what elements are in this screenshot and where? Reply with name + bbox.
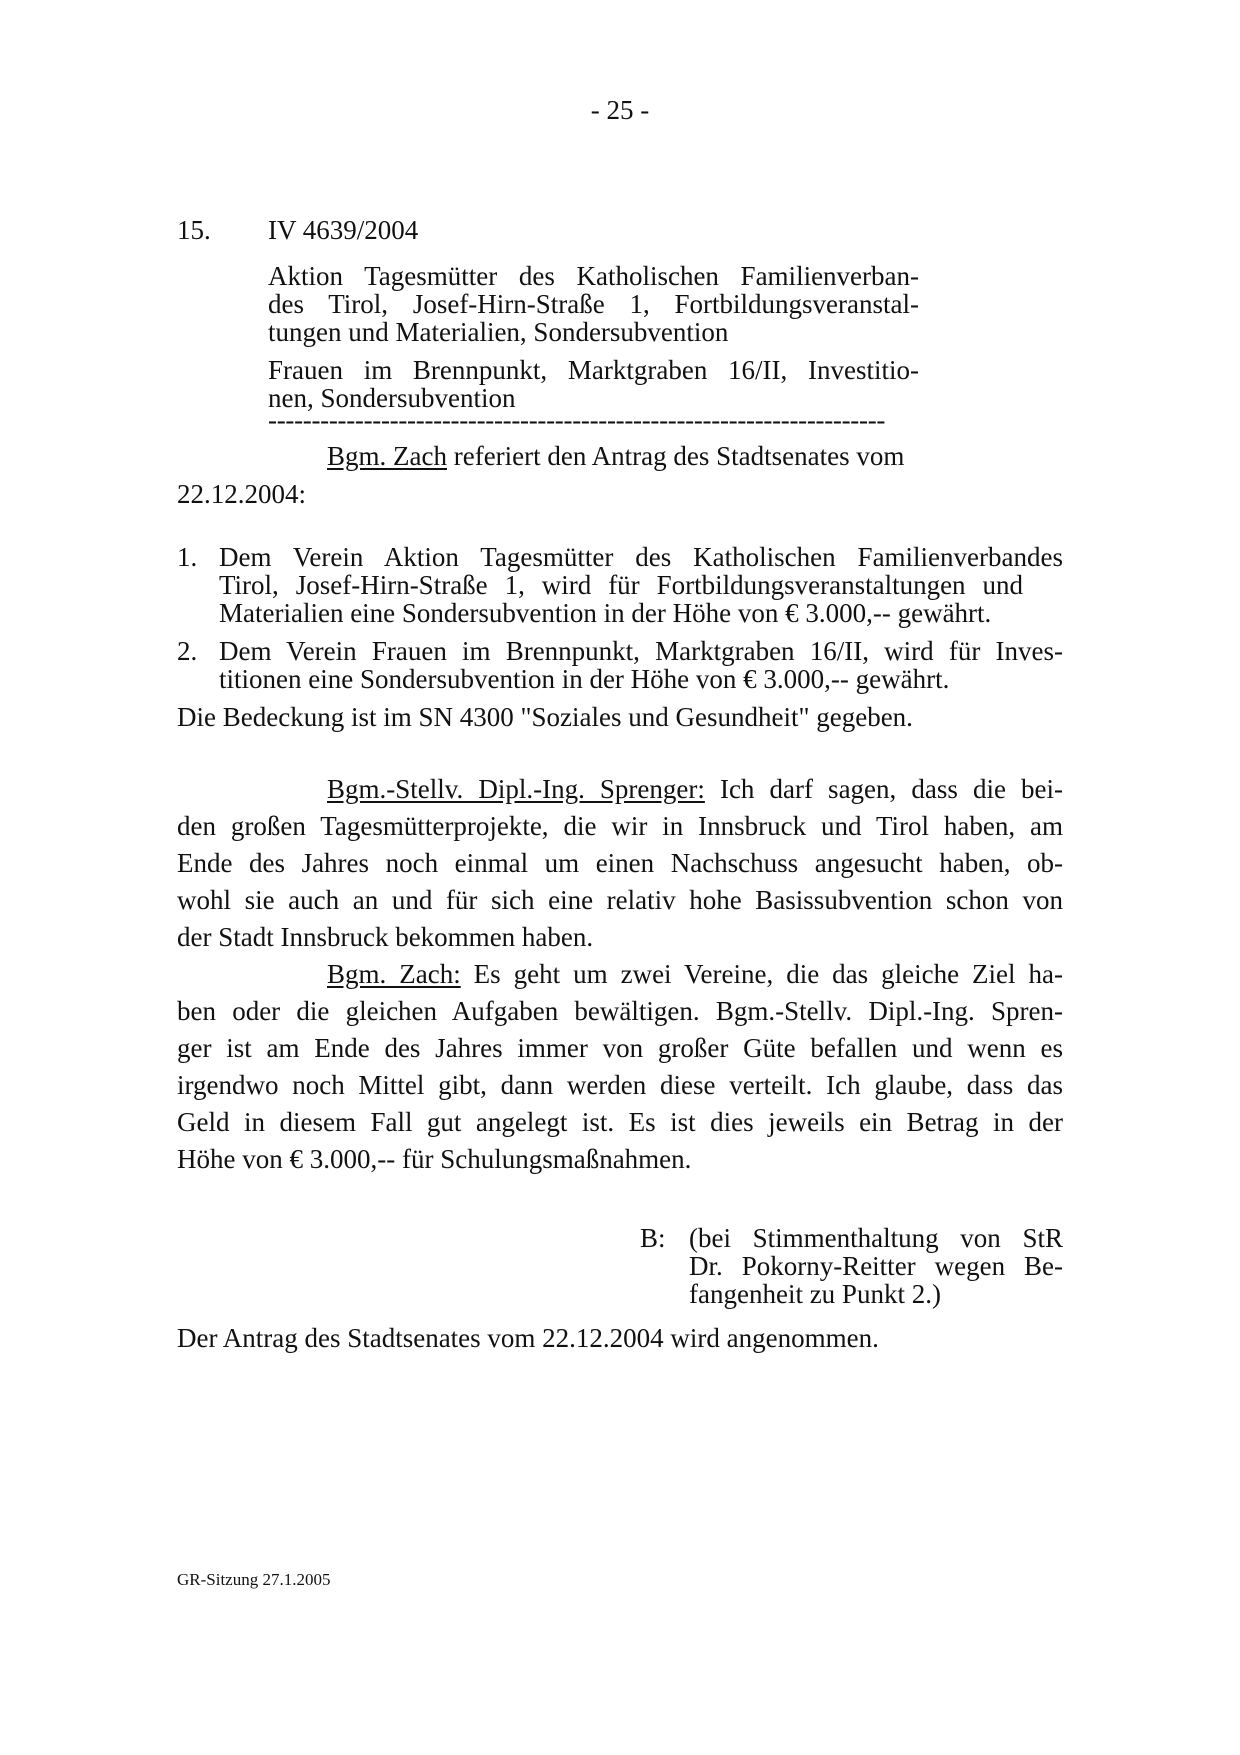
speech-line: der Stadt Innsbruck bekommen haben. [177,922,594,952]
speech-line: Geld in diesem Fall gut angelegt ist. Es ist dies jeweils ein Betrag in der [177,1107,1063,1137]
footer-text: GR-Sitzung 27.1.2005 [177,1570,331,1589]
motion-line: Tirol, Josef-Hirn-Straße 1, wird für Fortbildungsveranstaltungen und [219,570,1023,600]
speech-line: ger ist am Ende des Jahres immer von großer Güte befallen und wenn es [177,1033,1063,1063]
resolution-line: Dr. Pokorny-Reitter wegen Be- [689,1251,1063,1281]
subject-line: nen, Sondersubvention [268,383,516,413]
motion-line: Dem Verein Aktion Tagesmütter des Katholischen Familienverbandes [219,542,1063,572]
intro-date: 22.12.2004: [177,479,307,509]
speech-line: Höhe von € 3.000,-- für Schulungsmaßnahmen. [177,1144,692,1174]
speech-line: irgendwo noch Mittel gibt, dann werden diese verteilt. Ich glaube, dass das [177,1070,1063,1100]
resolution-line: fangenheit zu Punkt 2.) [689,1279,941,1309]
speech-line: den großen Tagesmütterprojekte, die wir in Innsbruck und Tirol haben, am [177,811,1063,841]
separator-line: ----------------------------------------------------------------------- [268,405,886,435]
intro-line [327,442,904,470]
coverage-text: Die Bedeckung ist im SN 4300 "Soziales und Gesundheit" gegeben. [177,702,913,732]
speech-first-line [327,771,1063,808]
speech-first-line [327,956,1063,993]
resolution-line: (bei Stimmenthaltung von StR [689,1223,1063,1253]
speech-line: wohl sie auch an und für sich eine relativ hohe Basissubvention schon von [177,885,1063,915]
motion-line: titionen eine Sondersubvention in der Höhe von € 3.000,-- gewährt. [219,664,950,694]
resolution-label: B: [640,1223,666,1253]
speech-text: Ich darf sagen, dass die bei- [704,774,1063,804]
page-number: - 25 - [590,95,650,125]
speech-line: ben oder die gleichen Aufgaben bewältigen. Bgm.-Stellv. Dipl.-Ing. Spren- [177,996,1063,1026]
speaker-name: Bgm. Zach [327,441,447,471]
subject-line: tungen und Materialien, Sondersubvention [268,317,729,347]
subject-line: Frauen im Brennpunkt, Marktgraben 16/II, Investitio- [268,355,919,385]
speech-text: Es geht um zwei Vereine, die das gleiche Ziel ha- [460,959,1063,989]
conclusion-text: Der Antrag des Stadtsenates vom 22.12.2004 wird angenommen. [177,1323,879,1353]
item-number: 15. [177,215,211,245]
subject-line: des Tirol, Josef-Hirn-Straße 1, Fortbildungsveranstal- [268,289,919,319]
subject-line: Aktion Tagesmütter des Katholischen Familienverban- [268,261,919,291]
motion-line: Dem Verein Frauen im Brennpunkt, Marktgraben 16/II, wird für Inves- [219,636,1063,666]
item-reference: IV 4639/2004 [268,215,419,245]
speaker-name: Bgm. Zach: [327,959,461,989]
motion-number: 2. [177,636,198,666]
motion-number: 1. [177,542,198,572]
motion-line: Materialien eine Sondersubvention in der Höhe von € 3.000,-- gewährt. [219,598,992,628]
speaker-name: Bgm.-Stellv. Dipl.-Ing. Sprenger: [327,774,705,804]
speech-line: Ende des Jahres noch einmal um einen Nachschuss angesucht haben, ob- [177,848,1063,878]
intro-text: referiert den Antrag des Stadtsenates vom [446,441,905,471]
